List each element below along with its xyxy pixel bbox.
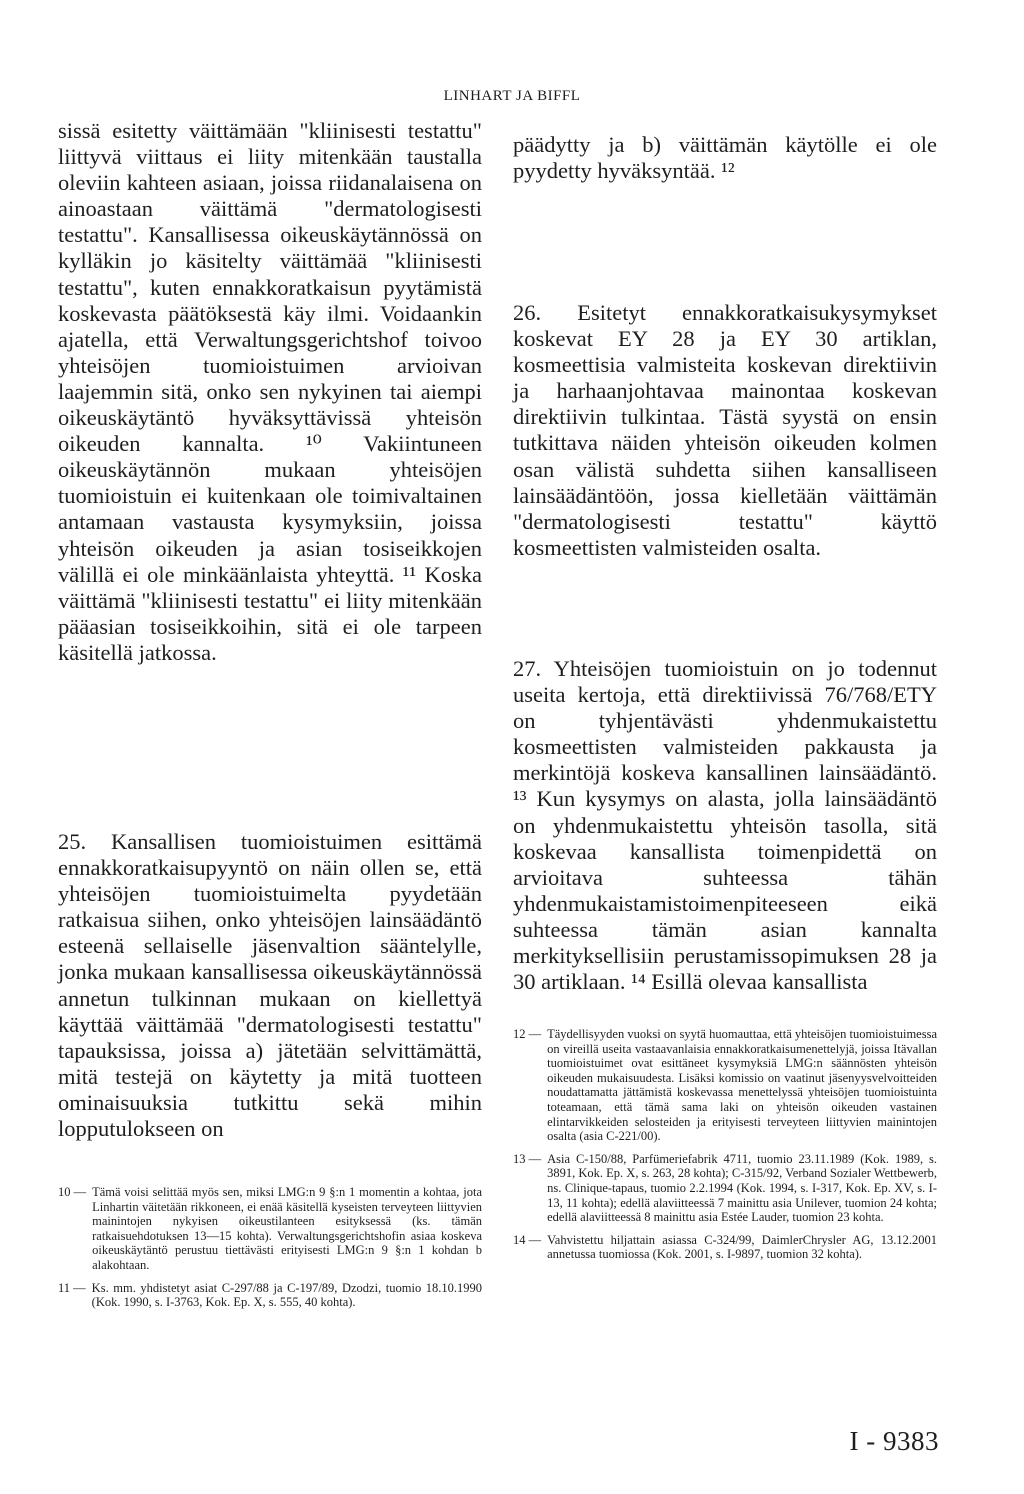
right-column-paragraph-27: [513, 656, 937, 995]
footnote-12: [513, 1027, 937, 1144]
footnote-text: Asia C-150/88, Parfümeriefabrik 4711, tuomio 23.11.1989 (Kok. 1989, s. 3891, Kok. Ep. X, s. 263, 28 kohta); C-315/92, Verband Sozialer Wettbewerb, ns. Clinique-tapaus, tuomio 2.2.1994 (Kok. 1994, s. I-317, Kok. Ep. XV, s. I-13, 11 kohta); edellä alaviitteessä 7 mainittu asia Unilever, tuomion 24 kohta; edellä alaviitteessä 8 mainittu asia Estée Lauder, tuomion 23 kohta.: [547, 1151, 937, 1225]
right-column-paragraph-26: [513, 300, 937, 561]
footnote-label: 12 —: [513, 1027, 542, 1041]
page-number: I - 9383: [849, 1426, 939, 1456]
footnote-label: 11 —: [58, 1280, 86, 1295]
paragraph-25-continued: päädytty ja b) väittämän käytölle ei ole pyydetty hyväksyntää. ¹²: [513, 132, 937, 184]
footnote-label: 13 —: [513, 1151, 542, 1166]
footnote-label: 14 —: [513, 1232, 542, 1247]
right-column: [513, 132, 937, 184]
paragraph-24-continued: sissä esitetty väittämään "kliinisesti testattu" liittyvä viittaus ei liity mitenkään taustalla oleviin kahteen asiaan, joissa riidanalaisena on ainoastaan väittämä "dermatologisesti testattu". Kansallisessa oikeuskäytännössä on kylläkin jo käsitelty väittämää "kliinisesti testattu", kuten ennakkoratkaisun pyytämistä koskevasta päätöksestä käy ilmi. Voidaankin ajatella, että Verwaltungsgerichtshof toivoo yhteisöjen tuomioistuimen arvioivan laajemmin sitä, onko sen nykyinen tai aiempi oikeuskäytäntö hyväksyttävissä yhteisön oikeuden kannalta. ¹⁰ Vakiintuneen oikeuskäytännön mukaan yhteisöjen tuomioistuin ei kuitenkaan ole toimivaltainen antamaan vastausta kysymyksiin, joissa yhteisön oikeuden ja asian tosiseikkojen välillä ei ole minkäänlaista yhteyttä. ¹¹ Koska väittämä "kliinisesti testattu" ei liity mitenkään pääasian tosiseikkoihin, sitä ei ole tarpeen käsitellä jatkossa.: [58, 118, 482, 665]
footnote-text: Vahvistettu hiljattain asiassa C-324/99, DaimlerChrysler AG, 13.12.2001 annetussa tuomiossa (Kok. 2001, s. I-9897, tuomion 32 kohta).: [547, 1232, 937, 1262]
left-column: [58, 118, 482, 666]
footnote-text: Ks. mm. yhdistetyt asiat C-297/88 ja C-197/89, Dzodzi, tuomio 18.10.1990 (Kok. 1990, s. I-3763, Kok. Ep. X, s. 555, 40 kohta).: [91, 1280, 482, 1310]
footnote-text: Täydellisyyden vuoksi on syytä huomauttaa, että yhteisöjen tuomioistuimessa on vireillä useita vastaavanlaisia ennakkoratkaisumenettelyjä, joissa Itävallan tuomioistuimet ovat esittäneet kysymyksiä LMG:n säännösten yhteisön oikeuden mukaisuudesta. Lisäksi komissio on vaatinut jäsenyysvelvoitteiden noudattamatta jättämistä koskevassa menettelyssä yhteisöjen tuomioistuinta toteamaan, että tämä sama laki on yhteisön oikeuden vastainen elintarvikkeiden selosteiden ja erityisesti terveyteen liittyvien mainintojen osalta (asia C-221/00).: [547, 1027, 937, 1144]
footnote-label: 10 —: [58, 1185, 87, 1199]
footnote-13: [513, 1152, 937, 1225]
left-footnotes: [58, 1185, 482, 1318]
running-header: LINHART JA BIFFL: [443, 88, 581, 104]
right-footnotes: [513, 1027, 937, 1270]
paragraph-25: 25. Kansallisen tuomioistuimen esittämä ennakkoratkaisupyyntö on näin ollen se, että yhteisöjen tuomioistuimelta pyydetään ratkaisua siihen, onko yhteisöjen lainsäädäntö esteenä sellaiselle jäsenvaltion sääntelylle, jonka mukaan kansallisessa oikeuskäytännössä annetun tulkinnan mukaan on kiellettyä käyttää väittämää "dermatologisesti testattu" tapauksissa, joissa a) jätetään selvittämättä, mitä testejä on käytetty ja mitä tuotteen ominaisuuksia tutkittu sekä mihin lopputulokseen on: [58, 829, 482, 1142]
left-column-paragraph-25: [58, 829, 482, 1142]
footnote-11: [58, 1281, 482, 1310]
footnote-10: [58, 1185, 482, 1273]
footnote-14: [513, 1233, 937, 1262]
paragraph-27: 27. Yhteisöjen tuomioistuin on jo todennut useita kertoja, että direktiivissä 76/768/ETY on tyhjentävästi yhdenmukaistettu kosmeettisten valmisteiden pakkausta ja merkintöjä koskeva kansallinen lainsäädäntö. ¹³ Kun kysymys on alasta, jolla lainsäädäntö on yhdenmukaistettu yhteisön tasolla, sitä koskevaa kansallista toimenpidettä on arvioitava suhteessa tähän yhdenmukaistamistoimenpiteeseen eikä suhteessa tämän asian kannalta merkityksellisiin perustamissopimuksen 28 ja 30 artiklaan. ¹⁴ Esillä olevaa kansallista: [513, 656, 937, 995]
footnote-text: Tämä voisi selittää myös sen, miksi LMG:n 9 §:n 1 momentin a kohtaa, jota Linhartin väitetään rikkoneen, ei enää käsitellä kyseisten terveyteen liittyvien mainintojen nykyisen oikeustilanteen esityksessä (ks. tämän ratkaisuehdotuksen 13—15 kohta). Verwaltungsgerichtshofin asiaa koskeva oikeuskäytäntö perustuu tiettävästi erityisesti LMG:n 9 §:n 1 kohdan b alakohtaan.: [92, 1185, 482, 1272]
paragraph-26: 26. Esitetyt ennakkoratkaisukysymykset koskevat EY 28 ja EY 30 artiklan, kosmeettisia valmisteita koskevan direktiivin ja harhaanjohtavaa mainontaa koskevan direktiivin tulkintaa. Tästä syystä on ensin tutkittava näiden yhteisön oikeuden kolmen osan välistä suhdetta siihen kansalliseen lainsäädäntöön, jossa kielletään väittämän "dermatologisesti testattu" käyttö kosmeettisten valmisteiden osalta.: [513, 300, 937, 560]
